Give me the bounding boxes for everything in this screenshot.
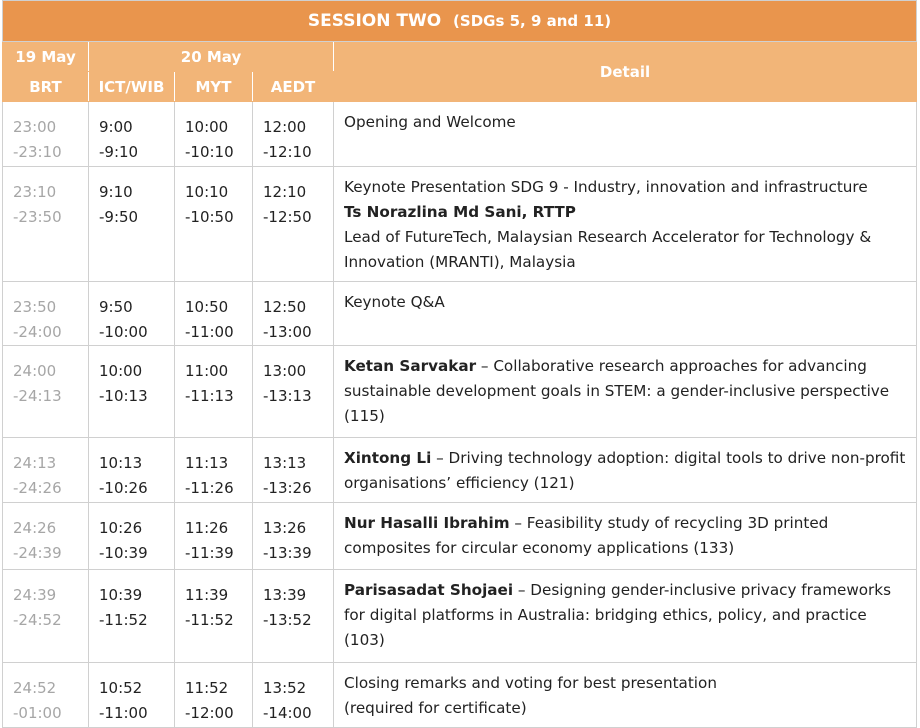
time-aedt: 12:50 -13:00 [253,282,334,346]
time-brt: 24:39 -24:52 [3,570,89,663]
time-ict: 10:00 -10:13 [89,346,175,438]
presentation-title: – Collaborative research approaches for advancing sustainable development goals in STEM: a gender-inclusive perspective (115) [344,357,890,425]
time-brt: 24:26 -24:39 [3,503,89,570]
time-ict: 10:13 -10:26 [89,438,175,503]
col-header-brt: BRT [3,72,89,102]
certificate-note: (required for certificate) [344,699,527,717]
time-aedt: 13:00 -13:13 [253,346,334,438]
time-ict: 10:39 -11:52 [89,570,175,663]
session-subtitle: (SDGs 5, 9 and 11) [453,12,612,30]
presentation-title: – Driving technology adoption: digital tools to drive non-profit organisations’ efficiency (121) [344,449,906,492]
time-myt: 11:13 -11:26 [175,438,253,503]
col-header-ict-wib: ICT/WIB [89,72,175,102]
speaker-affiliation: Lead of FutureTech, Malaysian Research Accelerator for Technology & Innovation (MRANTI), Malaysia [344,228,872,271]
presentation-title: – Feasibility study of recycling 3D printed composites for circular economy applications (133) [344,514,829,557]
time-aedt: 13:39 -13:52 [253,570,334,663]
session-title-text: SESSION TWO [307,11,442,31]
time-myt: 10:00 -10:10 [175,102,253,167]
time-brt: 23:10 -23:50 [3,167,89,282]
schedule-row [3,346,917,438]
time-ict: 10:26 -10:39 [89,503,175,570]
schedule-row [3,663,917,728]
session-detail [334,167,917,282]
speaker-name: Parisasadat Shojaei [344,581,514,599]
time-ict: 9:50 -10:00 [89,282,175,346]
time-aedt: 12:00 -12:10 [253,102,334,167]
closing-remarks: Closing remarks and voting for best presentation [344,674,717,692]
presentation-title: – Designing gender-inclusive privacy frameworks for digital platforms in Australia: bridging ethics, policy, and practice (103) [344,581,892,649]
speaker-name: Ts Norazlina Md Sani, RTTP [344,203,576,221]
time-ict: 10:52 -11:00 [89,663,175,728]
session-detail [334,503,917,570]
time-brt: 24:00 -24:13 [3,346,89,438]
time-myt: 10:10 -10:50 [175,167,253,282]
time-aedt: 13:26 -13:39 [253,503,334,570]
session-detail [334,570,917,663]
time-myt: 11:39 -11:52 [175,570,253,663]
speaker-name: Nur Hasalli Ibrahim [344,514,510,532]
session-detail: Keynote Q&A [334,282,917,346]
session-schedule-table [2,0,917,728]
speaker-name: Ketan Sarvakar [344,357,477,375]
session-detail [334,346,917,438]
session-detail [334,438,917,503]
time-ict: 9:10 -9:50 [89,167,175,282]
schedule-row [3,102,917,167]
schedule-row [3,438,917,503]
time-myt: 11:26 -11:39 [175,503,253,570]
date-header-row [3,42,917,72]
time-aedt: 12:10 -12:50 [253,167,334,282]
time-myt: 11:00 -11:13 [175,346,253,438]
time-aedt: 13:52 -14:00 [253,663,334,728]
col-header-aedt: AEDT [253,72,334,102]
time-brt: 23:50 -24:00 [3,282,89,346]
date-header-20-may: 20 May [89,42,334,72]
detail-header: Detail [334,42,917,102]
date-header-19-may: 19 May [3,42,89,72]
time-ict: 9:00 -9:10 [89,102,175,167]
time-brt: 24:13 -24:26 [3,438,89,503]
session-title [3,1,917,42]
time-myt: 11:52 -12:00 [175,663,253,728]
schedule-row [3,167,917,282]
session-detail: Opening and Welcome [334,102,917,167]
time-myt: 10:50 -11:00 [175,282,253,346]
time-brt: 24:52 -01:00 [3,663,89,728]
time-brt: 23:00 -23:10 [3,102,89,167]
time-aedt: 13:13 -13:26 [253,438,334,503]
speaker-name: Xintong Li [344,449,432,467]
schedule-row [3,282,917,346]
schedule-row [3,570,917,663]
session-title-row [3,1,917,42]
session-detail [334,663,917,728]
col-header-myt: MYT [175,72,253,102]
keynote-title: Keynote Presentation SDG 9 - Industry, innovation and infrastructure [344,178,868,196]
schedule-row [3,503,917,570]
